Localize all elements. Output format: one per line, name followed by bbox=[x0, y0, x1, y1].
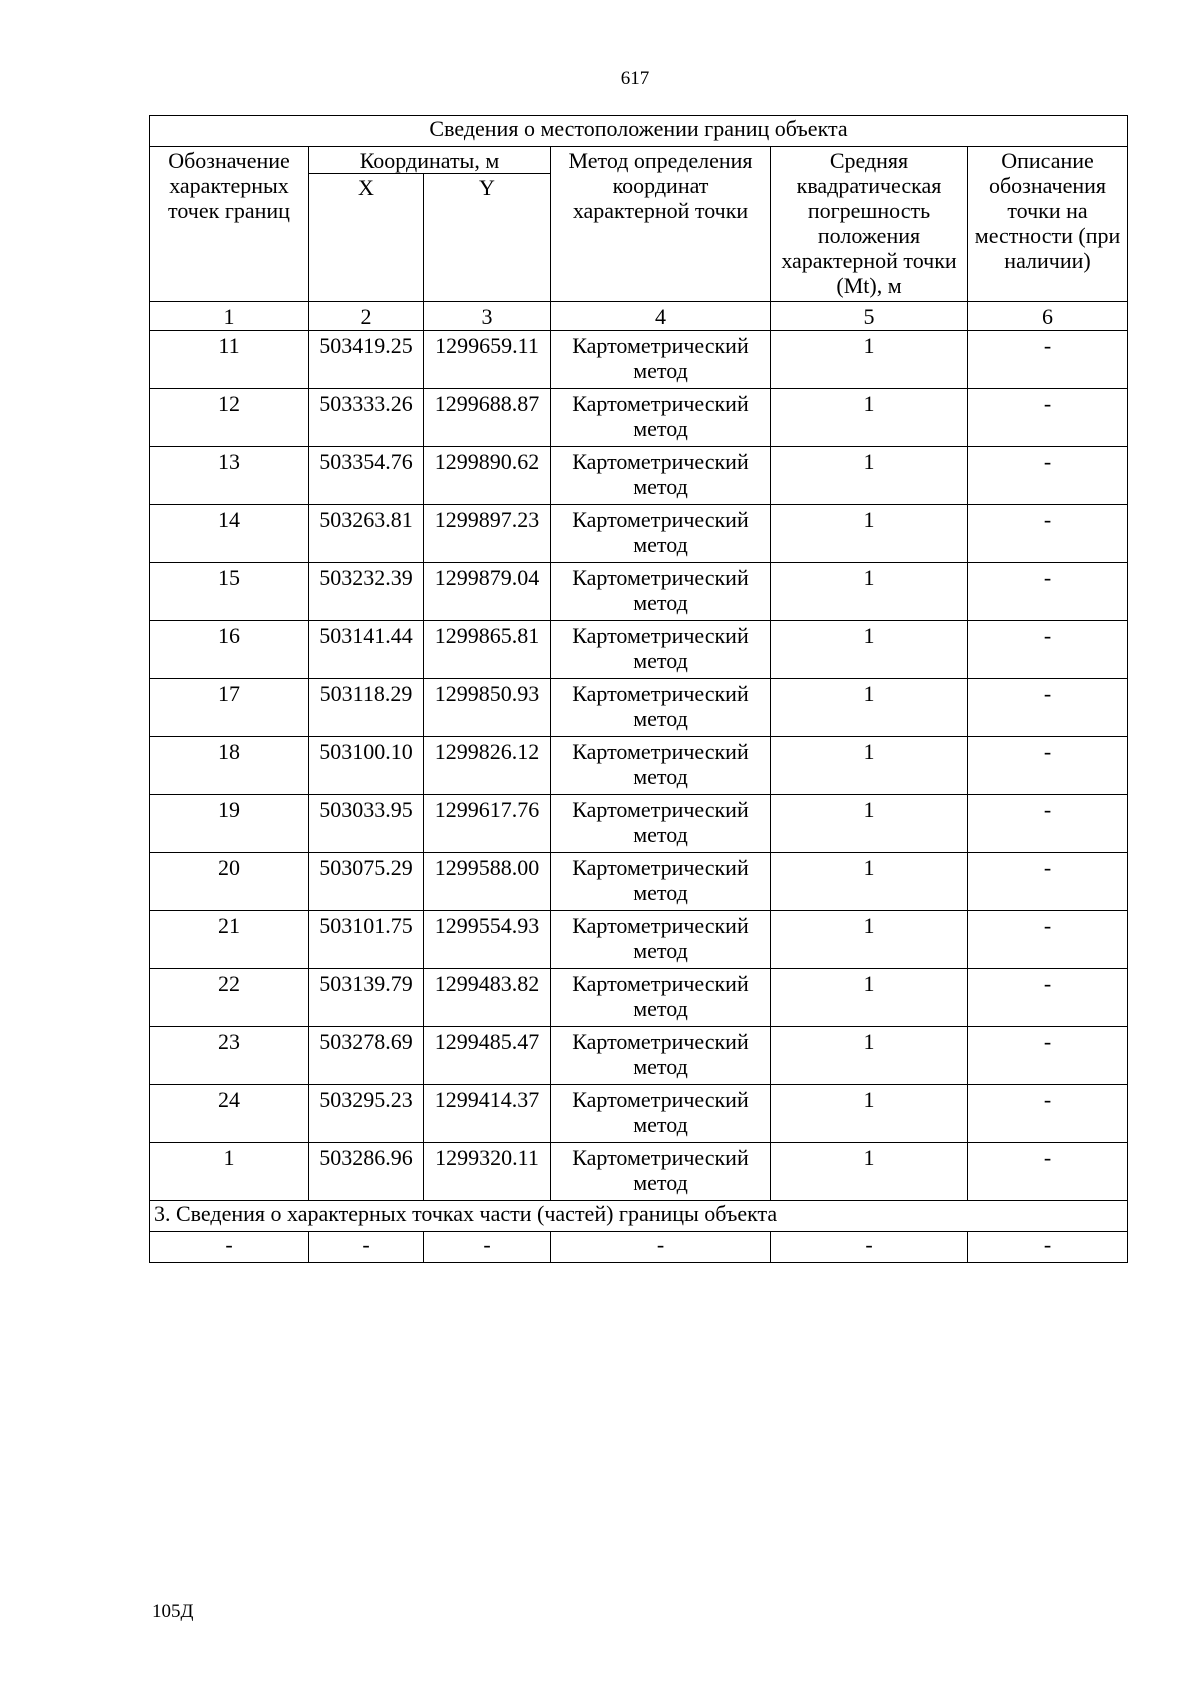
cell-description: - bbox=[968, 853, 1128, 911]
cell-method: Картометрический метод bbox=[551, 447, 771, 505]
cell-point: 24 bbox=[150, 1085, 309, 1143]
cell-error: 1 bbox=[771, 505, 968, 563]
cell-description: - bbox=[968, 389, 1128, 447]
cell-description: - bbox=[968, 1085, 1128, 1143]
table-row bbox=[150, 331, 1128, 389]
table-row bbox=[150, 563, 1128, 621]
cell-y: 1299485.47 bbox=[424, 1027, 551, 1085]
cell-description: - bbox=[968, 447, 1128, 505]
cell-point: 14 bbox=[150, 505, 309, 563]
cell-error: 1 bbox=[771, 911, 968, 969]
cell-y: 1299688.87 bbox=[424, 389, 551, 447]
cell-description: - bbox=[968, 679, 1128, 737]
cell-method: Картометрический метод bbox=[551, 389, 771, 447]
cell-error: 1 bbox=[771, 1085, 968, 1143]
column-number: 3 bbox=[424, 302, 551, 331]
cell-y: 1299617.76 bbox=[424, 795, 551, 853]
section3-empty-row bbox=[150, 1232, 1128, 1263]
table-row bbox=[150, 621, 1128, 679]
cell-y: 1299879.04 bbox=[424, 563, 551, 621]
cell-x: 503100.10 bbox=[309, 737, 424, 795]
cell-description: - bbox=[968, 1143, 1128, 1201]
cell-y: 1299659.11 bbox=[424, 331, 551, 389]
table-row bbox=[150, 853, 1128, 911]
cell-error: 1 bbox=[771, 1027, 968, 1085]
cell-y: 1299320.11 bbox=[424, 1143, 551, 1201]
document-code: 105Д bbox=[152, 1601, 194, 1622]
cell-method: Картометрический метод bbox=[551, 795, 771, 853]
cell-x: 503419.25 bbox=[309, 331, 424, 389]
cell-method: Картометрический метод bbox=[551, 563, 771, 621]
cell-method: Картометрический метод bbox=[551, 911, 771, 969]
cell-error: 1 bbox=[771, 853, 968, 911]
cell-x: 503101.75 bbox=[309, 911, 424, 969]
cell-x: 503075.29 bbox=[309, 853, 424, 911]
cell-description: - bbox=[968, 1027, 1128, 1085]
cell-method: Картометрический метод bbox=[551, 853, 771, 911]
section3-cell: - bbox=[968, 1232, 1128, 1263]
cell-y: 1299483.82 bbox=[424, 969, 551, 1027]
cell-y: 1299826.12 bbox=[424, 737, 551, 795]
cell-point: 16 bbox=[150, 621, 309, 679]
cell-description: - bbox=[968, 505, 1128, 563]
cell-x: 503141.44 bbox=[309, 621, 424, 679]
column-number: 5 bbox=[771, 302, 968, 331]
table-row bbox=[150, 1085, 1128, 1143]
cell-error: 1 bbox=[771, 621, 968, 679]
cell-point: 13 bbox=[150, 447, 309, 505]
header-error: Средняя квадратическая погрешность положения характерной точки (Mt), м bbox=[771, 147, 968, 302]
cell-point: 18 bbox=[150, 737, 309, 795]
cell-x: 503333.26 bbox=[309, 389, 424, 447]
header-description: Описание обозначения точки на местности (при наличии) bbox=[968, 147, 1128, 302]
cell-method: Картометрический метод bbox=[551, 1027, 771, 1085]
table-row bbox=[150, 1143, 1128, 1201]
column-number: 4 bbox=[551, 302, 771, 331]
cell-x: 503263.81 bbox=[309, 505, 424, 563]
cell-x: 503033.95 bbox=[309, 795, 424, 853]
cell-method: Картометрический метод bbox=[551, 1085, 771, 1143]
cell-error: 1 bbox=[771, 331, 968, 389]
table-title: Сведения о местоположении границ объекта bbox=[150, 116, 1128, 147]
cell-error: 1 bbox=[771, 679, 968, 737]
cell-method: Картометрический метод bbox=[551, 331, 771, 389]
section3-title: 3. Сведения о характерных точках части (частей) границы объекта bbox=[150, 1201, 1128, 1232]
column-number-row bbox=[150, 302, 1128, 331]
cell-y: 1299850.93 bbox=[424, 679, 551, 737]
cell-point: 1 bbox=[150, 1143, 309, 1201]
cell-point: 22 bbox=[150, 969, 309, 1027]
column-number: 1 bbox=[150, 302, 309, 331]
header-coordinates: Координаты, м bbox=[309, 147, 551, 174]
cell-y: 1299554.93 bbox=[424, 911, 551, 969]
table-row bbox=[150, 447, 1128, 505]
cell-method: Картометрический метод bbox=[551, 505, 771, 563]
column-number: 2 bbox=[309, 302, 424, 331]
section3-cell: - bbox=[771, 1232, 968, 1263]
column-number: 6 bbox=[968, 302, 1128, 331]
table-row bbox=[150, 911, 1128, 969]
cell-method: Картометрический метод bbox=[551, 737, 771, 795]
cell-error: 1 bbox=[771, 795, 968, 853]
cell-description: - bbox=[968, 911, 1128, 969]
cell-method: Картометрический метод bbox=[551, 969, 771, 1027]
cell-description: - bbox=[968, 331, 1128, 389]
cell-point: 12 bbox=[150, 389, 309, 447]
cell-point: 17 bbox=[150, 679, 309, 737]
cell-error: 1 bbox=[771, 969, 968, 1027]
cell-description: - bbox=[968, 563, 1128, 621]
cell-point: 15 bbox=[150, 563, 309, 621]
table-row bbox=[150, 679, 1128, 737]
cell-description: - bbox=[968, 795, 1128, 853]
header-designation: Обозначение характерных точек границ bbox=[150, 147, 309, 302]
cell-point: 19 bbox=[150, 795, 309, 853]
section3-cell: - bbox=[150, 1232, 309, 1263]
cell-error: 1 bbox=[771, 737, 968, 795]
cell-y: 1299588.00 bbox=[424, 853, 551, 911]
cell-point: 23 bbox=[150, 1027, 309, 1085]
cell-point: 21 bbox=[150, 911, 309, 969]
cell-x: 503232.39 bbox=[309, 563, 424, 621]
cell-x: 503295.23 bbox=[309, 1085, 424, 1143]
cell-y: 1299414.37 bbox=[424, 1085, 551, 1143]
cell-point: 11 bbox=[150, 331, 309, 389]
section3-cell: - bbox=[424, 1232, 551, 1263]
table-row bbox=[150, 1027, 1128, 1085]
cell-error: 1 bbox=[771, 563, 968, 621]
table-row bbox=[150, 505, 1128, 563]
cell-point: 20 bbox=[150, 853, 309, 911]
header-y: Y bbox=[424, 174, 551, 302]
cell-method: Картометрический метод bbox=[551, 621, 771, 679]
cell-x: 503139.79 bbox=[309, 969, 424, 1027]
cell-x: 503354.76 bbox=[309, 447, 424, 505]
header-method: Метод определения координат характерной точки bbox=[551, 147, 771, 302]
cell-x: 503118.29 bbox=[309, 679, 424, 737]
cell-description: - bbox=[968, 737, 1128, 795]
section3-cell: - bbox=[551, 1232, 771, 1263]
cell-x: 503278.69 bbox=[309, 1027, 424, 1085]
cell-description: - bbox=[968, 621, 1128, 679]
cell-error: 1 bbox=[771, 1143, 968, 1201]
cell-error: 1 bbox=[771, 389, 968, 447]
table-row bbox=[150, 969, 1128, 1027]
cell-y: 1299865.81 bbox=[424, 621, 551, 679]
section3-cell: - bbox=[309, 1232, 424, 1263]
table-row bbox=[150, 795, 1128, 853]
cell-description: - bbox=[968, 969, 1128, 1027]
cell-error: 1 bbox=[771, 447, 968, 505]
page-number: 617 bbox=[620, 68, 650, 89]
cell-y: 1299897.23 bbox=[424, 505, 551, 563]
cell-method: Картометрический метод bbox=[551, 1143, 771, 1201]
header-x: X bbox=[309, 174, 424, 302]
table-row bbox=[150, 389, 1128, 447]
cell-method: Картометрический метод bbox=[551, 679, 771, 737]
cell-y: 1299890.62 bbox=[424, 447, 551, 505]
boundary-coordinates-table bbox=[149, 115, 1128, 1263]
table-row bbox=[150, 737, 1128, 795]
cell-x: 503286.96 bbox=[309, 1143, 424, 1201]
